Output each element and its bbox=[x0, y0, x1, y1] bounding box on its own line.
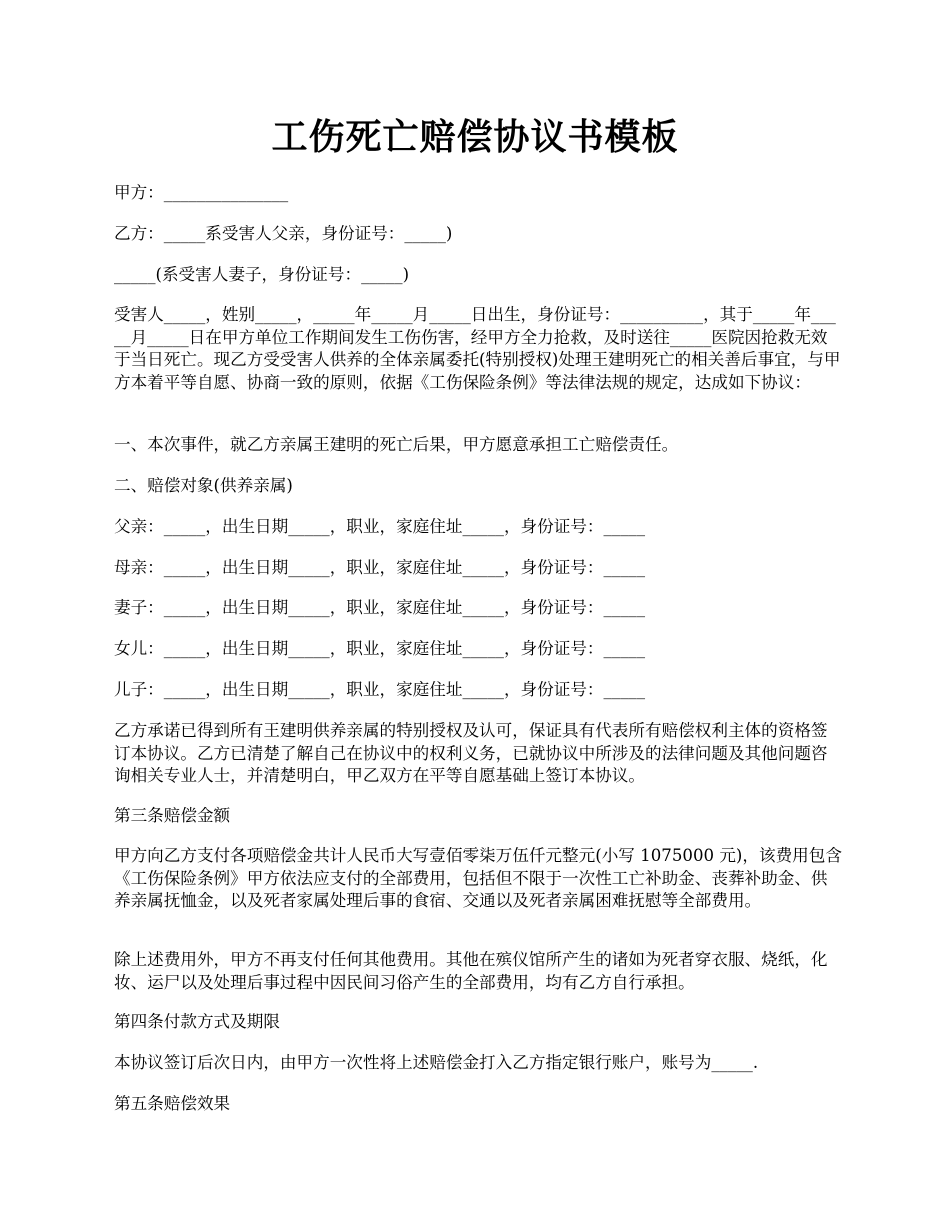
article-5-title: 第五条赔偿效果 bbox=[114, 1094, 231, 1113]
clause-1: 一、本次事件，就乙方亲属王建明的死亡后果，甲方愿意承担工亡赔偿责任。 bbox=[114, 435, 679, 454]
dependent-mother: 母亲：_____，出生日期_____，职业，家庭住址_____，身份证号：_____ bbox=[114, 558, 645, 577]
party-b-line: 乙方：_____系受害人父亲，身份证号：_____) bbox=[114, 224, 453, 243]
intro-paragraph: 受害人_____，姓别_____，_____年_____月_____日出生，身份证号：__________，其于_____年_____月_____日在甲方单位工作期间发生工伤伤害，经甲方全力抢救，及时送往_____医院因抢救无效于当日死亡。现乙方受受害人供养的全体亲属委托(特别授权)处理王建明死亡的相关善后事宜，与甲方本着平等自愿、协商一致的原则，依据《工伤保险条例》等法律法规的规定，达成如下协议： bbox=[114, 305, 841, 392]
clause-2-heading: 二、赔偿对象(供养亲属) bbox=[114, 476, 293, 495]
article-3-body: 甲方向乙方支付各项赔偿金共计人民币大写壹佰零柒万伍仟元整元(小写 1075000 元)，该费用包含《工伤保险条例》甲方依法应支付的全部费用，包括但不限于一次性工亡补助金、丧葬补助金、供养亲属抚恤金，以及死者家属处理后事的食宿、交通以及死者亲属困难抚慰等全部费用。 bbox=[114, 846, 842, 910]
document-title: 工伤死亡赔偿协议书模板 bbox=[271, 116, 679, 158]
dependent-daughter: 女儿：_____，出生日期_____，职业，家庭住址_____，身份证号：_____ bbox=[114, 639, 645, 658]
party-b-wife-line: _____(系受害人妻子，身份证号：_____) bbox=[114, 265, 410, 284]
dependent-father: 父亲：_____，出生日期_____，职业，家庭住址_____，身份证号：_____ bbox=[114, 517, 645, 536]
party-a-line: 甲方：_______________ bbox=[114, 183, 289, 202]
dependent-son: 儿子：_____，出生日期_____，职业，家庭住址_____，身份证号：_____ bbox=[114, 680, 645, 699]
authorization-paragraph: 乙方承诺已得到所有王建明供养亲属的特别授权及认可，保证具有代表所有赔偿权利主体的资格签订本协议。乙方已清楚了解自己在协议中的权利义务，已就协议中所涉及的法律问题及其他问题咨询相关专业人士，并清楚明白，甲乙双方在平等自愿基础上签订本协议。 bbox=[114, 721, 828, 785]
dependent-wife: 妻子：_____，出生日期_____，职业，家庭住址_____，身份证号：_____ bbox=[114, 598, 645, 617]
article-4-body: 本协议签订后次日内，由甲方一次性将上述赔偿金打入乙方指定银行账户，账号为_____. bbox=[114, 1053, 759, 1072]
article-3-title: 第三条赔偿金额 bbox=[114, 806, 231, 825]
article-4-title: 第四条付款方式及期限 bbox=[114, 1012, 280, 1031]
article-3-extra: 除上述费用外，甲方不再支付任何其他费用。其他在殡仪馆所产生的诸如为死者穿衣服、烧纸，化妆、运尸以及处理后事过程中因民间习俗产生的全部费用，均有乙方自行承担。 bbox=[114, 950, 828, 992]
